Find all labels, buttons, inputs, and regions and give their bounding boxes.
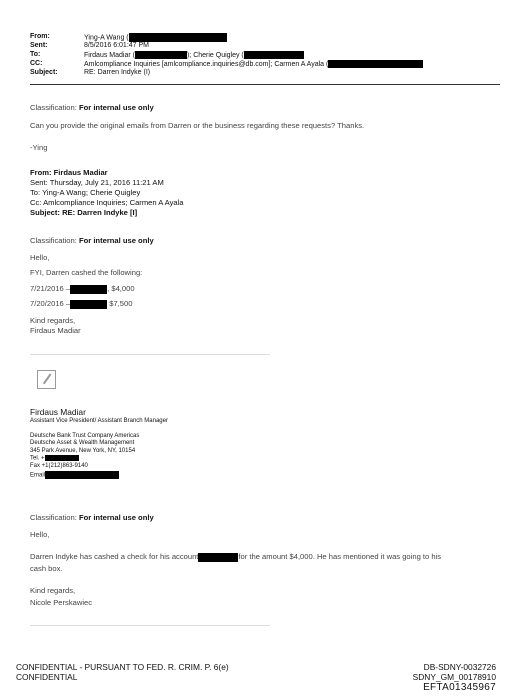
message-3-regards: Kind regards, xyxy=(30,586,76,595)
subject-label: Subject: xyxy=(30,69,58,76)
message-2-hello: Hello, xyxy=(30,253,50,262)
redaction xyxy=(244,51,304,59)
message-2-regards: Kind regards, xyxy=(30,316,76,325)
redaction xyxy=(70,300,107,309)
message-2-name: Firdaus Madiar xyxy=(30,326,81,335)
signature-email: Email xyxy=(30,471,139,480)
footer-right xyxy=(413,662,496,693)
cash-line-1: 7/21/2016 – , $4,000 xyxy=(30,284,135,293)
deutsche-bank-logo-icon xyxy=(37,370,56,389)
from-label: From: xyxy=(30,33,50,40)
redaction xyxy=(45,471,119,479)
redaction xyxy=(70,285,107,294)
signature-address: 345 Park Avenue, New York, NY, 10154 xyxy=(30,447,136,454)
message-3-hello: Hello, xyxy=(30,530,50,539)
message-2-header xyxy=(30,168,184,218)
bates-db: DB-SDNY-0032726 xyxy=(423,662,496,672)
subject-value: RE: Darren Indyke (I) xyxy=(84,69,151,76)
to-value-b: ); Cherie Quigley ( xyxy=(186,51,244,59)
divider-1 xyxy=(30,354,270,355)
from-value: Ying-A Wang ( xyxy=(84,34,129,42)
sent-value: 8/5/2016 6:01:47 PM xyxy=(84,42,149,49)
signature-title: Assistant Vice President/ Assistant Branch Manager xyxy=(30,418,168,424)
cc-label: CC: xyxy=(30,60,43,67)
signature-company-2: Deutsche Asset & Wealth Management xyxy=(30,440,135,447)
message-2-to: To: Ying-A Wang; Cherie Quigley xyxy=(30,188,141,197)
to-value-a: Firdaus Madiar ( xyxy=(84,51,135,59)
sent-label: Sent: xyxy=(30,42,48,49)
signature-company-1: Deutsche Bank Trust Company Americas xyxy=(30,433,140,439)
signature-fax: Fax +1(212)863-9140 xyxy=(30,463,88,470)
classification-1: Classification: For internal use only xyxy=(30,103,154,112)
email-header xyxy=(30,33,500,81)
signature-name: Firdaus Madiar xyxy=(30,407,86,417)
message-2-cc: Cc: Amlcompliance Inquiries; Carmen A Ayala xyxy=(30,198,184,207)
message-3-name: Nicole Perskawiec xyxy=(30,598,93,607)
message-2-subject: Subject: RE: Darren Indyke [I] xyxy=(30,208,138,217)
footer-confidential: CONFIDENTIAL xyxy=(16,672,78,683)
message-1-signoff: -Ying xyxy=(30,143,48,152)
redaction xyxy=(45,455,79,461)
footer-left xyxy=(16,662,229,683)
cc-value: Amlcompliance Inquiries [amlcompliance.inquiries@db.com]; Carmen A Ayala ( xyxy=(84,60,329,68)
message-2-fyi: FYI, Darren cashed the following: xyxy=(30,268,143,277)
divider-2 xyxy=(30,625,270,626)
footer-confidential-rule: CONFIDENTIAL - PURSUANT TO FED. R. CRIM. P. 6(e) xyxy=(16,662,229,672)
message-1-body: Can you provide the original emails from Darren or the business regarding these requests? Thanks. xyxy=(30,121,365,130)
cash-line-2: 7/20/2016 – $7,500 xyxy=(30,299,133,308)
signature-details xyxy=(30,433,139,480)
redaction xyxy=(135,51,187,59)
to-label: To: xyxy=(30,51,41,58)
bates-sdny: SDNY_GM_00178910 xyxy=(412,672,496,683)
redaction xyxy=(129,33,227,42)
redaction xyxy=(328,60,423,68)
signature-tel: Tel. + xyxy=(30,455,139,463)
message-2-from: From: Firdaus Madiar xyxy=(30,168,108,177)
message-2-sent: Sent: Thursday, July 21, 2016 11:21 AM xyxy=(30,178,164,187)
redaction xyxy=(198,553,238,562)
bates-efta: EFTA01345967 xyxy=(423,681,496,693)
header-divider xyxy=(30,84,500,85)
message-3-body: Darren Indyke has cashed a check for his account for the amount $4,000. He has mentioned it was going to his xyxy=(30,552,442,561)
classification-3: Classification: For internal use only xyxy=(30,513,154,522)
classification-2: Classification: For internal use only xyxy=(30,236,154,245)
message-3-body-cont: cash box. xyxy=(30,564,63,573)
